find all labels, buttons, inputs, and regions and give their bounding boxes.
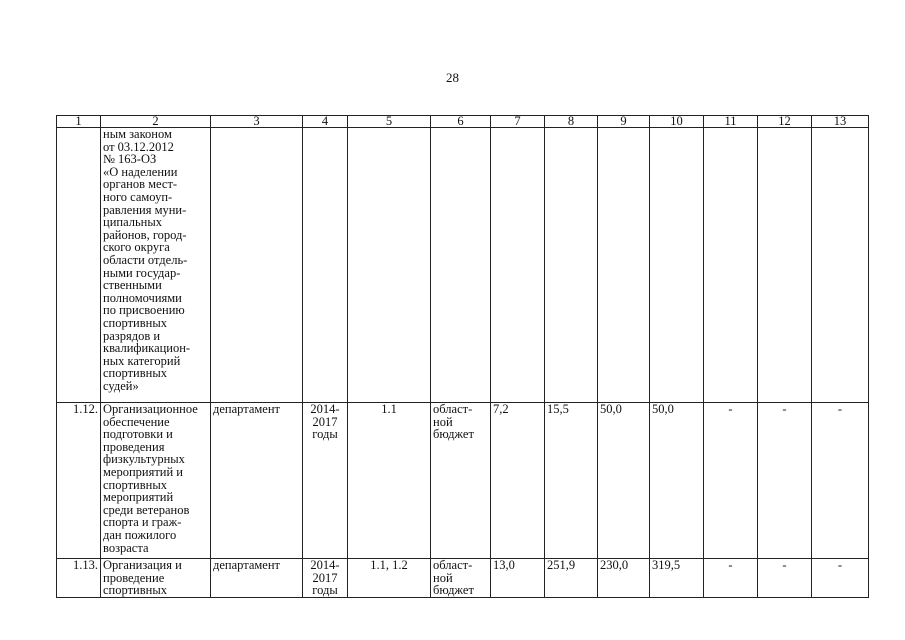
table-cell-value: - bbox=[704, 559, 758, 598]
table-row bbox=[57, 403, 869, 559]
table-cell bbox=[545, 128, 598, 403]
budget-table bbox=[56, 115, 869, 598]
table-cell-value: 319,5 bbox=[650, 559, 704, 598]
table-cell-description: Организация и проведение спортивных bbox=[101, 559, 211, 598]
header-cell: 6 bbox=[431, 116, 491, 128]
header-cell: 2 bbox=[101, 116, 211, 128]
table-cell-value: 230,0 bbox=[598, 559, 650, 598]
table-cell-value: 13,0 bbox=[491, 559, 545, 598]
table-row-continuation bbox=[57, 128, 869, 403]
table-cell-number: 1.12. bbox=[57, 403, 101, 559]
table-cell-description: ным законом от 03.12.2012 № 163-ОЗ «О наделении органов мест- ного самоуп- равления муни- ципальных районов, город- ского округа области отдель- ными государ- ственными полномочиями по присвоению спортивных разрядов и квалификацион- ных категорий спортивных судей» bbox=[101, 128, 211, 403]
table-cell bbox=[211, 128, 303, 403]
header-cell: 3 bbox=[211, 116, 303, 128]
table-cell-number: 1.13. bbox=[57, 559, 101, 598]
header-cell: 1 bbox=[57, 116, 101, 128]
table-cell-indicator: 1.1, 1.2 bbox=[348, 559, 431, 598]
table-row bbox=[57, 559, 869, 598]
table-cell bbox=[303, 128, 348, 403]
table-cell-period: 2014- 2017 годы bbox=[303, 559, 348, 598]
table-cell-period: 2014- 2017 годы bbox=[303, 403, 348, 559]
table-cell-executor: департамент bbox=[211, 403, 303, 559]
table-cell-value: - bbox=[758, 559, 812, 598]
table-cell bbox=[650, 128, 704, 403]
header-cell: 8 bbox=[545, 116, 598, 128]
table-cell-source: област- ной бюджет bbox=[431, 559, 491, 598]
header-cell: 11 bbox=[704, 116, 758, 128]
header-cell: 13 bbox=[812, 116, 869, 128]
table-cell-source: област- ной бюджет bbox=[431, 403, 491, 559]
header-cell: 9 bbox=[598, 116, 650, 128]
table-cell bbox=[812, 128, 869, 403]
table-cell-indicator: 1.1 bbox=[348, 403, 431, 559]
header-cell: 12 bbox=[758, 116, 812, 128]
table-cell bbox=[704, 128, 758, 403]
table-cell-value: - bbox=[812, 559, 869, 598]
table-cell bbox=[598, 128, 650, 403]
table-cell bbox=[57, 128, 101, 403]
header-cell: 5 bbox=[348, 116, 431, 128]
table-cell-value: 251,9 bbox=[545, 559, 598, 598]
header-cell: 7 bbox=[491, 116, 545, 128]
table-cell-value: 15,5 bbox=[545, 403, 598, 559]
table-cell-value: - bbox=[812, 403, 869, 559]
table-cell-value: 50,0 bbox=[650, 403, 704, 559]
table-cell-value: - bbox=[704, 403, 758, 559]
page-number: 28 bbox=[446, 70, 459, 85]
table-cell-value: 50,0 bbox=[598, 403, 650, 559]
table-cell bbox=[758, 128, 812, 403]
header-cell: 4 bbox=[303, 116, 348, 128]
table-cell-value: - bbox=[758, 403, 812, 559]
table-cell bbox=[348, 128, 431, 403]
table-cell-executor: департамент bbox=[211, 559, 303, 598]
table-cell-value: 7,2 bbox=[491, 403, 545, 559]
header-cell: 10 bbox=[650, 116, 704, 128]
table-cell-description: Организационное обеспечение подготовки и проведения физкультурных мероприятий и спортивных мероприятий среди ветеранов спорта и граж- дан пожилого возраста bbox=[101, 403, 211, 559]
table-cell bbox=[431, 128, 491, 403]
header-row bbox=[57, 116, 869, 128]
table-cell bbox=[491, 128, 545, 403]
